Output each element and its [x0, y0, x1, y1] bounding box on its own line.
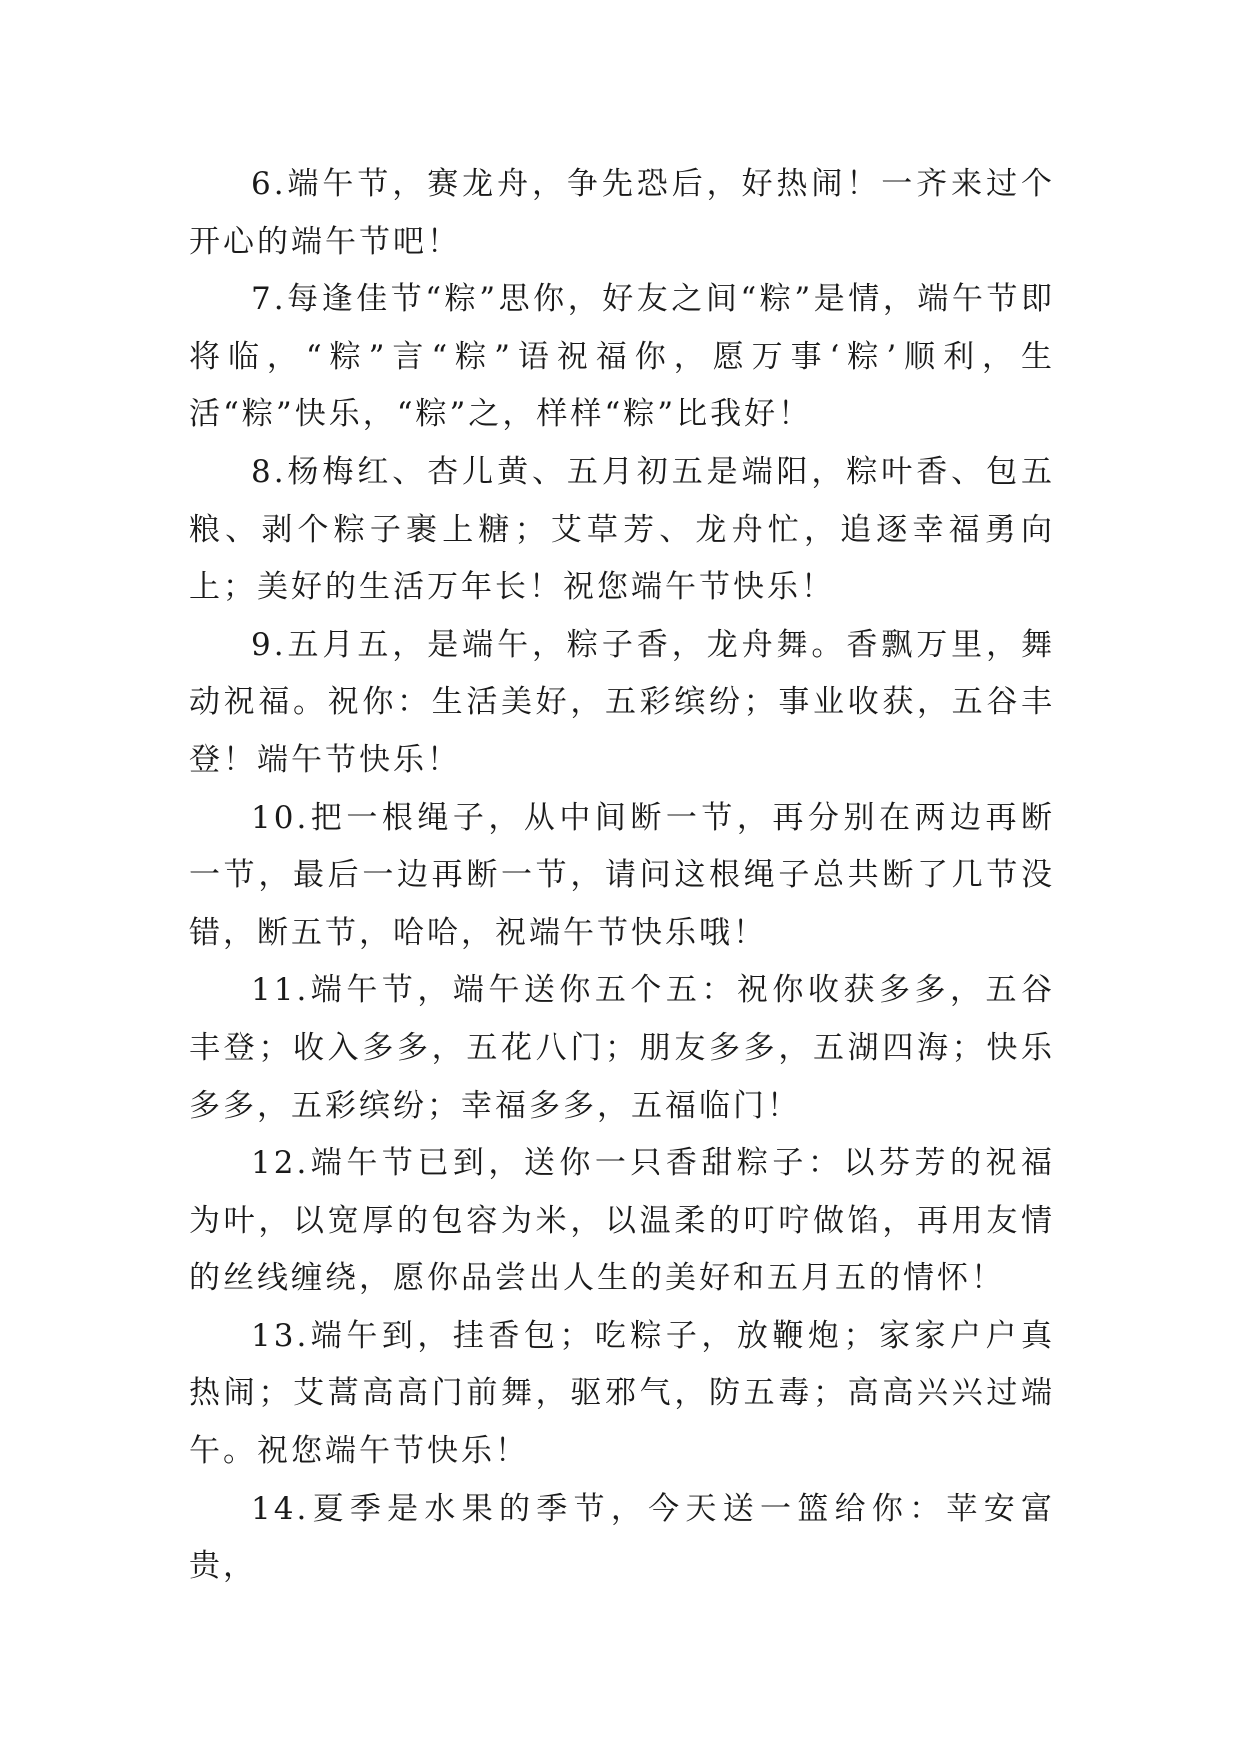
paragraph-6: 6.端午节，赛龙舟，争先恐后，好热闹！一齐来过个开心的端午节吧！ [189, 166, 1055, 260]
paragraph-8: 8.杨梅红、杏儿黄、五月初五是端阳，粽叶香、包五粮、剥个粽子裹上糖；艾草芳、龙舟忙，追逐幸福勇向上；美好的生活万年长！祝您端午节快乐！ [189, 453, 1055, 606]
paragraph-7: 7.每逢佳节“粽”思你，好友之间“粽”是情，端午节即将临，“粽”言“粽”语祝福你，愿万事‘粽’顺利，生活“粽”快乐，“粽”之，样样“粽”比我好！ [189, 281, 1055, 433]
paragraph-9: 9.五月五，是端午，粽子香，龙舟舞。香飘万里，舞动祝福。祝你：生活美好，五彩缤纷；事业收获，五谷丰登！端午节快乐！ [189, 626, 1055, 778]
document-body [189, 156, 1055, 1596]
paragraph-14: 14.夏季是水果的季节，今天送一篮给你：苹安富贵， [189, 1490, 1055, 1585]
paragraph-11: 11.端午节，端午送你五个五：祝你收获多多，五谷丰登；收入多多，五花八门；朋友多多，五湖四海；快乐多多，五彩缤纷；幸福多多，五福临门！ [189, 972, 1055, 1124]
paragraph-12: 12.端午节已到，送你一只香甜粽子：以芬芳的祝福为叶，以宽厚的包容为米，以温柔的叮咛做馅，再用友情的丝线缠绕，愿你品尝出人生的美好和五月五的情怀！ [189, 1145, 1055, 1297]
paragraph-10: 10.把一根绳子，从中间断一节，再分别在两边再断一节，最后一边再断一节，请问这根绳子总共断了几节没错，断五节，哈哈，祝端午节快乐哦！ [189, 799, 1055, 951]
paragraph-13: 13.端午到，挂香包；吃粽子，放鞭炮；家家户户真热闹；艾蒿高高门前舞，驱邪气，防五毒；高高兴兴过端午。祝您端午节快乐！ [189, 1317, 1055, 1470]
